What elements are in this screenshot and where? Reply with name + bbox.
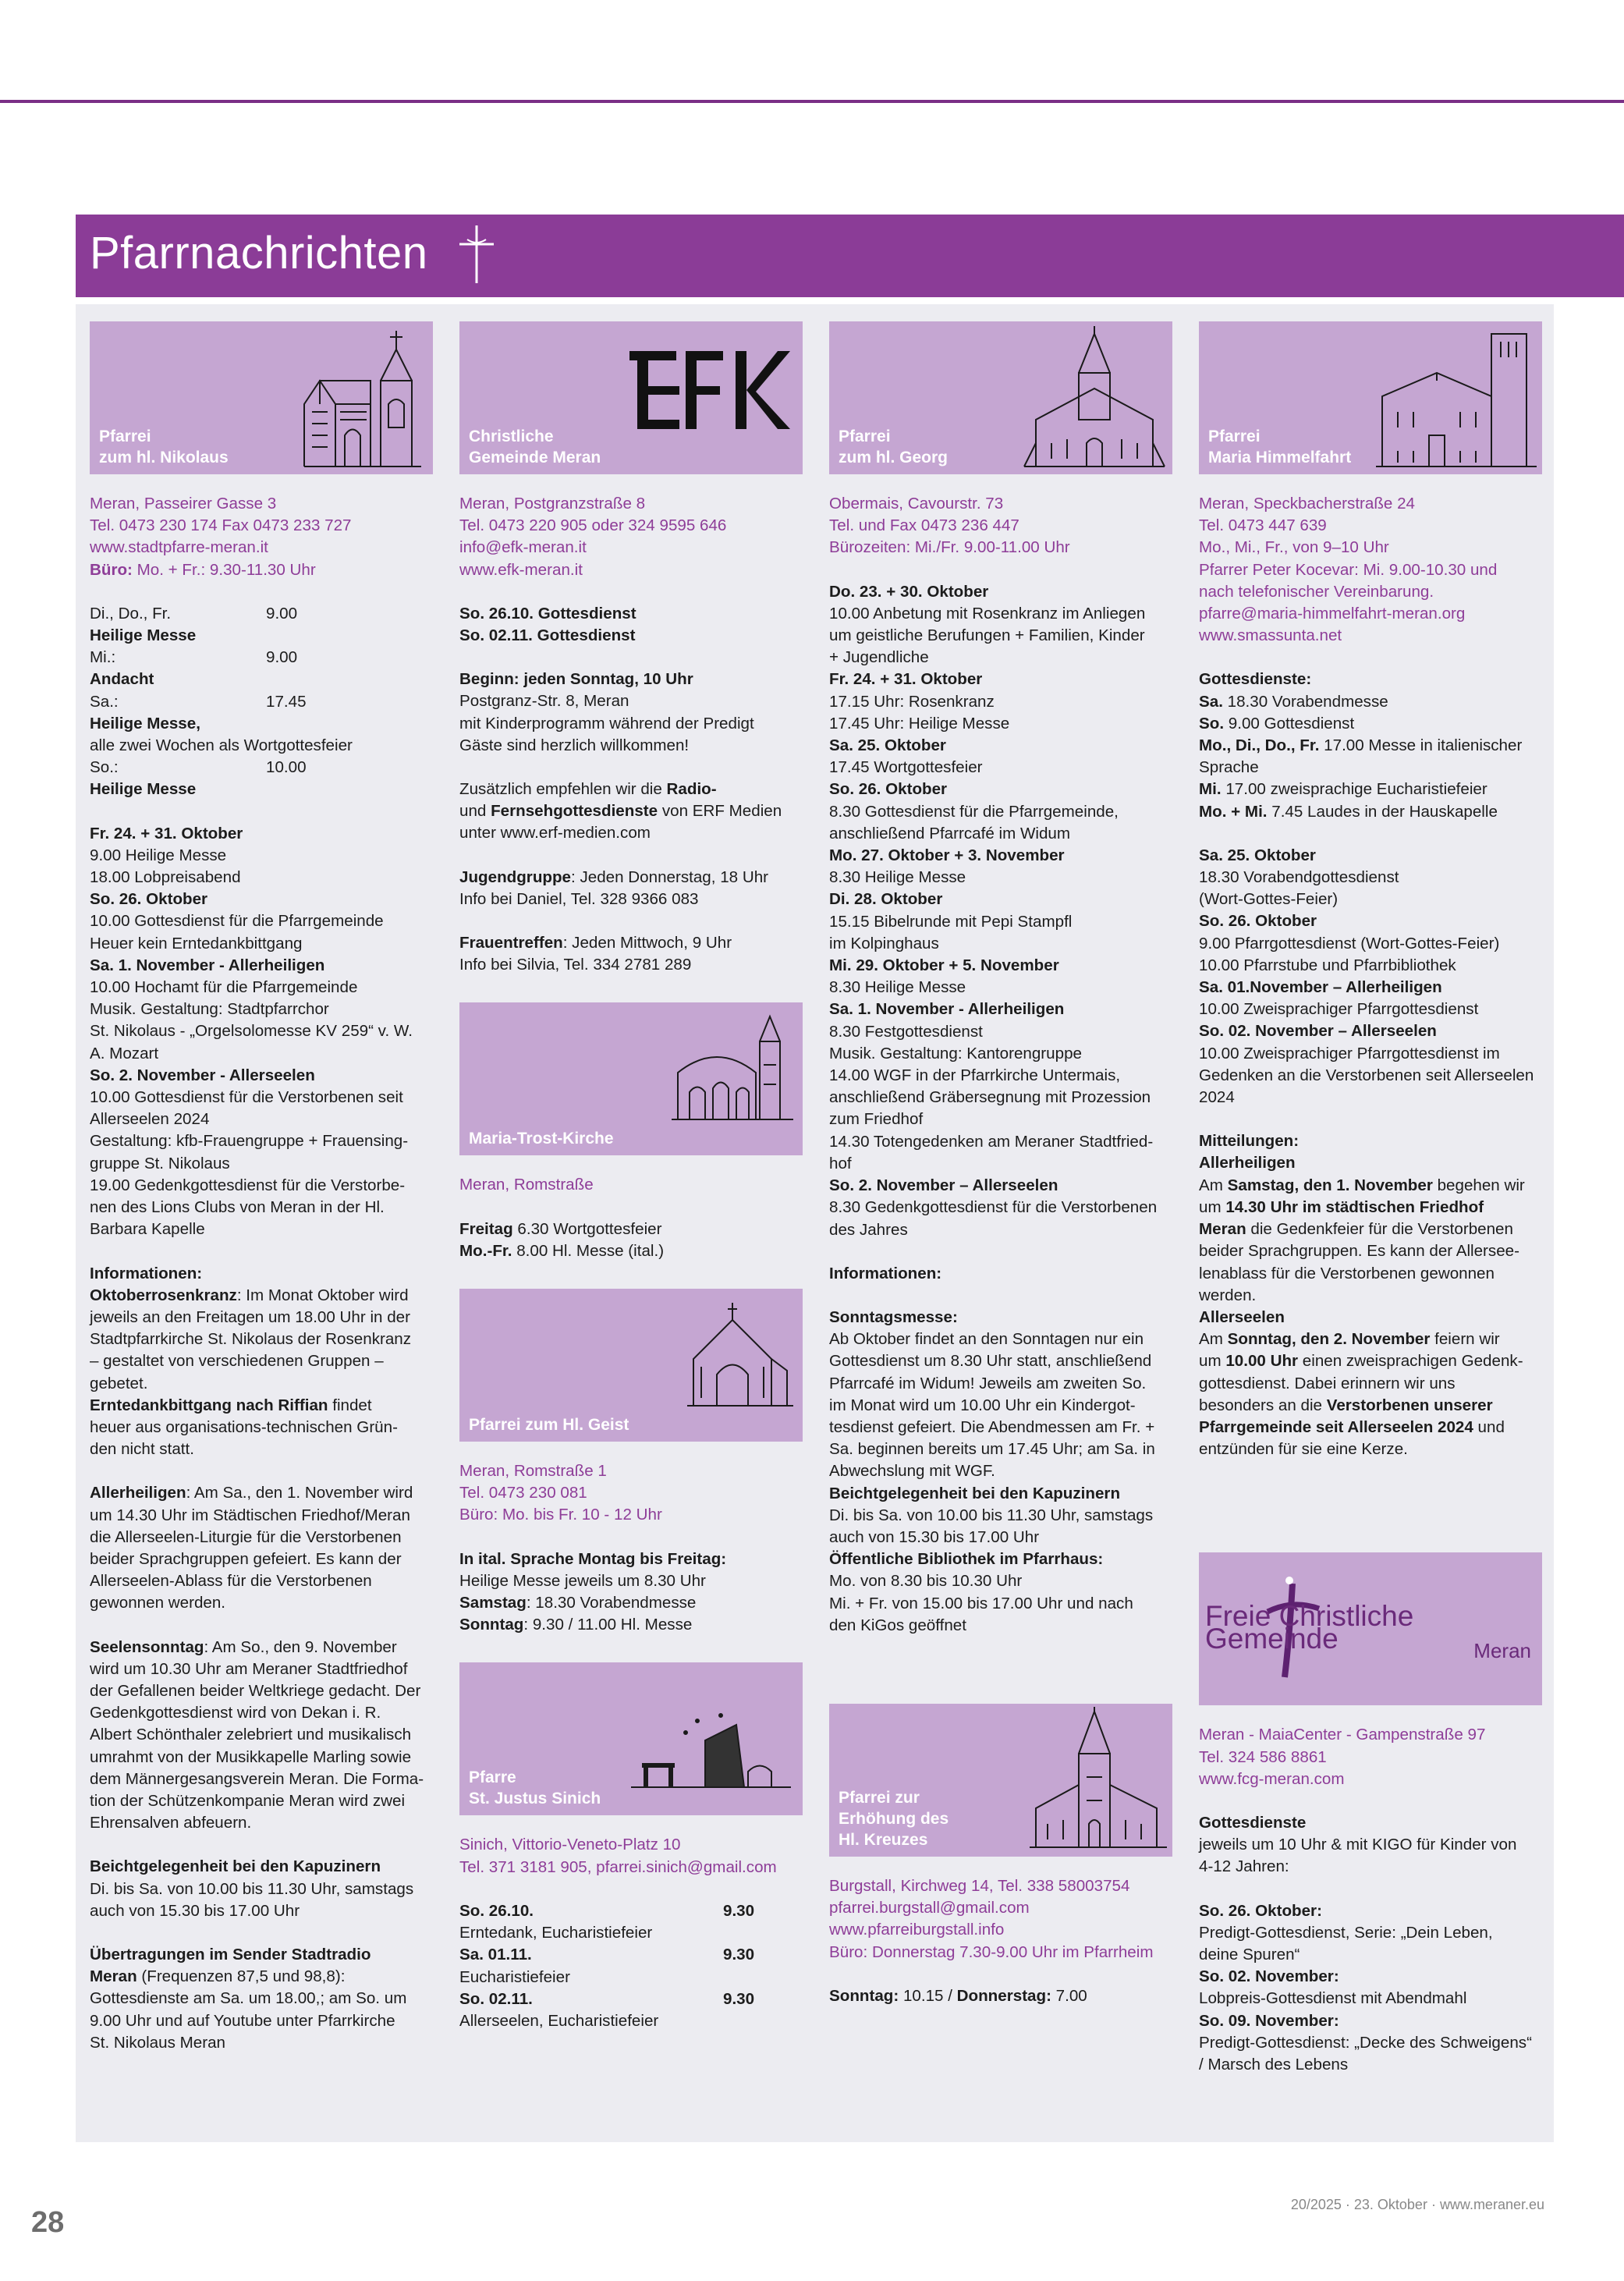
contact-info: Obermais, Cavourstr. 73 Tel. und Fax 0473 236 447 Bürozeiten: Mi./Fr. 9.00-11.00 Uhr (829, 495, 1070, 557)
church-himmelfahrt-icon (1374, 326, 1538, 471)
parish-header-fcg (1199, 1552, 1542, 1705)
parish-name: Pfarrei zum hl. Nikolaus (99, 427, 229, 466)
church-nikolaus-icon (296, 326, 429, 471)
top-rule (0, 100, 1624, 103)
event-heading: So. 2. November - Allerseelen (90, 1066, 315, 1084)
schedule-row: So. 26.10. 9.30 (459, 1901, 755, 1920)
church-maria-trost-icon (670, 1010, 795, 1127)
event-heading: Sa. 1. November - Allerheiligen (90, 956, 325, 974)
contact-info: Sinich, Vittorio-Veneto-Platz 10 Tel. 371 3181 905, pfarrei.sinich@gmail.com (459, 1836, 777, 1876)
parish-name: Pfarrei zum Hl. Geist (469, 1416, 629, 1435)
parish-header-georg (829, 321, 1172, 474)
section-banner (76, 215, 1624, 297)
schedule-row: So.: 10.00 (90, 758, 307, 777)
schedule-row: Di., Do., Fr. 9.00 (90, 604, 298, 623)
church-georg-icon (1020, 326, 1168, 471)
event-heading: So. 26. Oktober (90, 890, 208, 909)
fcg-logo-text: Freie Christliche Gemeinde (1205, 1600, 1414, 1655)
contact-info: Meran, Speckbacherstraße 24 Tel. 0473 447 639 Mo., Mi., Fr., von 9–10 Uhr Pfarrer Peter Kocevar: Mi. 9.00-10.30 und nach telefonischer Vereinbarung. pfarre@maria-himmelfahrt-meran.org www.smassunta.net (1199, 495, 1498, 645)
event-heading: Fr. 24. + 31. Oktober (90, 824, 243, 843)
contact-info: Meran, Romstraße 1 Tel. 0473 230 081 Büro: Mo. bis Fr. 10 - 12 Uhr (459, 1462, 662, 1524)
parish-header-maria-trost (459, 1002, 803, 1155)
parish-header-efk (459, 321, 803, 474)
schedule-row: So. 02.11. 9.30 (459, 1989, 755, 2008)
footer-issue-info: 20/2025 · 23. Oktober · www.meraner.eu (1290, 2197, 1544, 2212)
column-himmelfahrt: Pfarrei Maria Himmelfahrt Meran, Speckbacherstraße 24 Tel. 0473 447 639 Mo., Mi., Fr., von 9–10 Uhr Pfarrer Peter Kocevar: Mi. 9.00-10.30 und nach telefonischer Vereinbarung. pfarre@maria-himmelfahrt-meran.org www.smassunta.net Gottesdienste: Sa. 18.30 Vorabendmesse So. 9.00 Gottesdienst Mo., Di., Do., Fr. 17.00 Messe in italienischer Sprache Mi. 17.00 zweisprachige Eucharistiefeier Mo. + Mi. 7.45 Laudes in der Hauskapelle Sa. 25. Oktober 18.30 Vorabendgottesdienst (Wort-Gottes-Feier) So. 26. Oktober 9.00 Pfarrgottesdienst (Wort-Gottes-Feier) 10.00 Pfarrstube und Pfarrbibliothek Sa. 01.November – Allerheiligen 10.00 Zweisprachiger Pfarrgottesdienst So. 02. November – Allerseelen 10.00 Zweisprachiger Pfarrgottesdienst im Gedenken an die Verstorbenen seit Allerseelen 2024 Mitteilungen: Allerheiligen Am Samstag, den 1. November begehen wir um 14.30 Uhr im städtischen Friedhof Meran die Gedenkfeier für die Verstorbenen beider Sprachgruppen. Es kann der Allersee- lenablass für die Verstorbenen gewonnen werden. Allerseelen Am Sonntag, den 2. November feiern wir um 10.00 Uhr einen zweisprachigen Gedenk- gottesdienst. Dabei erinnern wir uns besonders an die Verstorbenen unserer Pfarrgemeinde seit Allerseelen 2024 und entzünden für sie eine Kerze. Freie Christliche Gemeinde Meran Meran - MaiaCenter - Gampenstraße 97 Tel. 324 586 8861 www.fcg-meran.com Gottesdienste jeweils um 10 Uhr & mit KIGO für Kinder von 4-12 Jahren: So. 26. Oktober: Predigt-Gottesdienst, Serie: „Dein Leben, deine Spuren“ So. 02. November: Lobpreis-Gottesdienst mit Abendmahl So. 09. November: Predigt-Gottesdienst: „Decke des Schweigens“ / Marsch des Lebens (1199, 321, 1542, 2076)
parish-header-hl-geist (459, 1289, 803, 1442)
column-nikolaus: Pfarrei zum hl. Nikolaus Meran, Passeirer Gasse 3 Tel. 0473 230 174 Fax 0473 233 727 www.stadtpfarre-meran.it Büro: Mo. + Fr.: 9.30-11.30 Uhr Di., Do., Fr. 9.00 Heilige Messe Mi.: 9.00 Andacht Sa.: 17.45 Heilige Messe, alle zwei Wochen als Wortgottesfeier So.: 10.00 Heilige Messe Fr. 24. + 31. Oktober 9.00 Heilige Messe 18.00 Lobpreisabend So. 26. Oktober 10.00 Gottesdienst für die Pfarrgemeinde Heuer kein Erntedankbittgang Sa. 1. November - Allerheiligen 10.00 Hochamt für die Pfarrgemeinde Musik. Gestaltung: Stadtpfarrchor St. Nikolaus - „Orgelsolomesse KV 259“ v. W. A. Mozart So. 2. November - Allerseelen 10.00 Gottesdienst für die Verstorbenen seit Allerseelen 2024 Gestaltung: kfb-Frauengruppe + Frauensing- gruppe St. Nikolaus 19.00 Gedenkgottesdienst für die Verstorbe- nen des Lions Clubs von Meran in der Hl. Barbara Kapelle Informationen: Oktoberrosenkranz: Im Monat Oktober wird jeweils an den Freitagen um 18.00 Uhr in der Stadtpfarrkirche St. Nikolaus der Rosenkranz – gestaltet von verschiedenen Gruppen – gebetet. Erntedankbittgang nach Riffian findet heuer aus organisations-technischen Grün- den nicht statt. Allerheiligen: Am Sa., den 1. November wird um 14.30 Uhr im Städtischen Friedhof/Meran die Allerseelen-Liturgie für die Verstorbenen beider Sprachgruppen gefeiert. Es kann der Allerseelen-Ablass für die Verstorbenen gewonnen werden. Seelensonntag: Am So., den 9. November wird um 10.30 Uhr am Meraner Stadtfriedhof der Gefallenen beider Weltkriege gedacht. Der Gedenkgottesdienst wird von Dekan i. R. Albert Schönthaler zelebriert und musikalisch umrahmt von der Musikkapelle Marling sowie dem Männergesangsverein Meran. Die Forma- tion der Schützenkompanie Meran wird zwei Ehrensalven abfeuern. Beichtgelegenheit bei den Kapuzinern Di. bis Sa. von 10.00 bis 11.30 Uhr, samstags auch von 15.30 bis 17.00 Uhr Übertragungen im Sender Stadtradio Meran (Frequenzen 87,5 und 98,8): Gottesdienste am Sa. um 18.00,; am So. um 9.00 Uhr und auf Youtube unter Pfarrkirche St. Nikolaus Meran (90, 321, 433, 2054)
contact-info: Meran, Postgranzstraße 8 Tel. 0473 220 905 oder 324 9595 646 info@efk-meran.it www.efk-meran.it (459, 495, 727, 579)
contact-info: Meran - MaiaCenter - Gampenstraße 97 Tel. 324 586 8861 www.fcg-meran.com (1199, 1726, 1486, 1788)
parish-header-burgstall (829, 1704, 1172, 1857)
parish-name: Christliche Gemeinde Meran (469, 427, 601, 466)
efk-logo-icon (622, 343, 795, 437)
parish-header-nikolaus (90, 321, 433, 474)
fcg-logo-city: Meran (1473, 1639, 1531, 1663)
church-hl-geist-icon (686, 1297, 795, 1414)
schedule-row: Sa.: 17.45 (90, 692, 307, 711)
info-heading: Informationen: (90, 1264, 203, 1282)
page-number: 28 (31, 2206, 65, 2239)
parish-name: Pfarrei Maria Himmelfahrt (1208, 427, 1352, 466)
parish-name: Pfarrei zum hl. Georg (839, 427, 949, 466)
contact-info: Burgstall, Kirchweg 14, Tel. 338 58003754 pfarrei.burgstall@gmail.com www.pfarreiburgstall.info Büro: Donnerstag 7.30-9.00 Uhr im Pfarrheim (829, 1876, 1154, 1961)
contact-info: Meran, Passeirer Gasse 3 Tel. 0473 230 174 Fax 0473 233 727 www.stadtpfarre-meran.it (90, 495, 352, 557)
parish-name: Pfarrei zur Erhöhung des Hl. Kreuzes (839, 1788, 949, 1849)
page-title: Pfarrnachrichten (90, 228, 428, 278)
church-sinich-icon (627, 1709, 795, 1795)
office-hours: Büro: Mo. + Fr.: 9.30-11.30 Uhr (90, 560, 316, 579)
parish-name: Maria-Trost-Kirche (469, 1130, 614, 1148)
schedule-row: Mi.: 9.00 (90, 648, 298, 667)
cross-icon (453, 222, 500, 286)
column-georg: Pfarrei zum hl. Georg Obermais, Cavourstr. 73 Tel. und Fax 0473 236 447 Bürozeiten: Mi./Fr. 9.00-11.00 Uhr Do. 23. + 30. Oktober 10.00 Anbetung mit Rosenkranz im Anliegen um geistliche Berufungen + Familien, Kinder + Jugendliche Fr. 24. + 31. Oktober 17.15 Uhr: Rosenkranz 17.45 Uhr: Heilige Messe Sa. 25. Oktober 17.45 Wortgottesfeier So. 26. Oktober 8.30 Gottesdienst für die Pfarrgemeinde, anschließend Pfarrcafé im Widum Mo. 27. Oktober + 3. November 8.30 Heilige Messe Di. 28. Oktober 15.15 Bibelrunde mit Pepi Stampfl im Kolpinghaus Mi. 29. Oktober + 5. November 8.30 Heilige Messe Sa. 1. November - Allerheiligen 8.30 Festgottesdienst Musik. Gestaltung: Kantorengruppe 14.00 WGF in der Pfarrkirche Untermais, anschließend Gräbersegnung mit Prozession zum Friedhof 14.30 Totengedenken am Meraner Stadtfried- hof So. 2. November – Allerseelen 8.30 Gedenkgottesdienst für die Verstorbenen des Jahres Informationen: Sonntagsmesse: Ab Oktober findet an den Sonntagen nur ein Gottesdienst um 8.30 Uhr statt, anschließend Pfarrcafé im Widum! Jeweils am zweiten So. im Monat wird um 10.00 Uhr ein Kindergot- tesdienst gefeiert. Die Abendmessen am Fr. + Sa. beginnen bereits um 17.45 Uhr; am Sa. in Abwechslung mit WGF. Beichtgelegenheit bei den Kapuzinern Di. bis Sa. von 10.00 bis 11.30 Uhr, samstags auch von 15.30 bis 17.00 Uhr Öffentliche Bibliothek im Pfarrhaus: Mo. von 8.30 bis 10.30 Uhr Mi. + Fr. von 15.00 bis 17.00 Uhr und nach den KiGos geöffnet Pfarrei zur Erhöhung des Hl. Kreuzes Burgstall, Kirchweg 14, Tel. 338 58003754 pfarrei.burgstall@gmail.com www.pfarreiburgstall.info Büro: Donnerstag 7.30-9.00 Uhr im Pfarrheim Sonntag: 10.15 / Donnerstag: 7.00 (829, 321, 1172, 2007)
parish-header-sinich (459, 1662, 803, 1815)
contact-info: Meran, Romstraße (459, 1176, 594, 1194)
parish-header-himmelfahrt (1199, 321, 1542, 474)
schedule-row: Sa. 01.11. 9.30 (459, 1946, 755, 1964)
parish-name: Pfarre St. Justus Sinich (469, 1768, 601, 1808)
church-burgstall-icon (1028, 1707, 1168, 1852)
column-efk: Christliche Gemeinde Meran Meran, Postgranzstraße 8 Tel. 0473 220 905 oder 324 9595 646 info@efk-meran.it www.efk-meran.it So. 26.10. Gottesdienst So. 02.11. Gottesdienst Beginn: jeden Sonntag, 10 Uhr Postgranz-Str. 8, Meran mit Kinderprogramm während der Predigt Gäste sind herzlich willkommen! Zusätzlich empfehlen wir die Radio- und Fernsehgottesdienste von ERF Medien unter www.erf-medien.com Jugendgruppe: Jeden Donnerstag, 18 Uhr Info bei Daniel, Tel. 328 9366 083 Frauentreffen: Jeden Mittwoch, 9 Uhr Info bei Silvia, Tel. 334 2781 289 Maria-Trost-Kirche Meran, Romstraße Freitag 6.30 Wortgottesfeier Mo.-Fr. 8.00 Hl. Messe (ital.) Pfarrei zum Hl. Geist Meran, Romstraße 1 Tel. 0473 230 081 Büro: Mo. bis Fr. 10 - 12 Uhr In ital. Sprache Montag bis Freitag: Heilige Messe jeweils um 8.30 Uhr Samstag: 18.30 Vorabendmesse Sonntag: 9.30 / 11.00 Hl. Messe Pfarre St. Justus Sinich Sinich, Vittorio-Veneto-Platz 10 Tel. 371 3181 905, pfarrei.sinich@gmail.com So. 26.10. 9.30 Erntedank, Eucharistiefeier Sa. 01.11. 9.30 Eucharistiefeier So. 02.11. 9.30 Allerseelen, Eucharistiefeier (459, 321, 803, 2032)
